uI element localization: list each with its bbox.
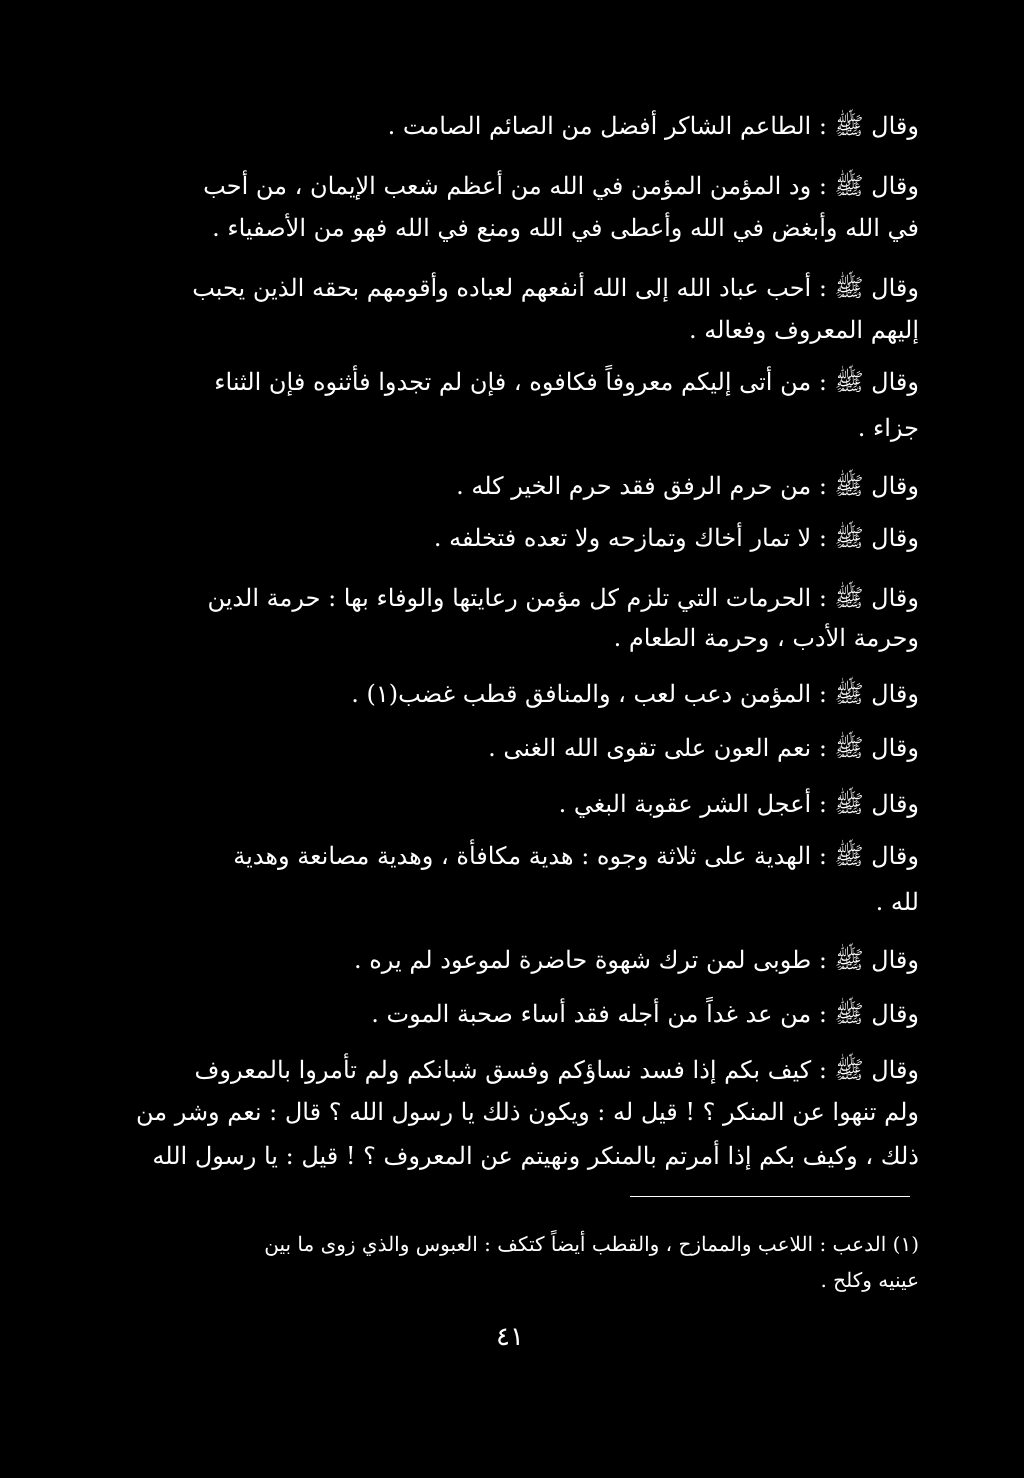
text-line: وقال ﷺ : نعم العون على تقوى الله الغنى . — [488, 734, 919, 762]
footnote-separator — [630, 1196, 910, 1197]
text-line: ولم تنهوا عن المنكر ؟ ! قيل له : ويكون ذلك يا رسول الله ؟ قال : نعم وشر من — [135, 1098, 919, 1126]
text-line: وقال ﷺ : لا تمار أخاك وتمازحه ولا تعده فتخلفه . — [433, 524, 919, 552]
text-line: وقال ﷺ : كيف بكم إذا فسد نساؤكم وفسق شبانكم ولم تأمروا بالمعروف — [194, 1056, 919, 1084]
footnote-line: (١) الدعب : اللاعب والممازح ، والقطب أيضاً كتكف : العبوس والذي زوى ما بين — [264, 1232, 919, 1256]
text-line: جزاء . — [857, 414, 919, 442]
text-line: وقال ﷺ : طوبى لمن ترك شهوة حاضرة لموعود لم يره . — [353, 946, 919, 974]
text-line: وحرمة الأدب ، وحرمة الطعام . — [613, 624, 919, 652]
text-line: وقال ﷺ : الطاعم الشاكر أفضل من الصائم الصامت . — [387, 112, 919, 140]
text-line: في الله وأبغض في الله وأعطى في الله ومنع في الله فهو من الأصفياء . — [212, 214, 919, 242]
text-line: وقال ﷺ : الهدية على ثلاثة وجوه : هدية مكافأة ، وهدية مصانعة وهدية — [233, 842, 919, 870]
text-line: وقال ﷺ : أحب عباد الله إلى الله أنفعهم لعباده وأقومهم بحقه الذين يحبب — [192, 274, 919, 302]
text-line: وقال ﷺ : المؤمن دعب لعب ، والمنافق قطب غضب(١) . — [351, 680, 919, 708]
text-line: وقال ﷺ : من حرم الرفق فقد حرم الخير كله . — [456, 472, 919, 500]
text-line: لله . — [875, 888, 919, 916]
text-line: وقال ﷺ : ود المؤمن المؤمن في الله من أعظم شعب الإيمان ، من أحب — [203, 172, 919, 200]
text-line: وقال ﷺ : من عد غداً من أجله فقد أساء صحبة الموت . — [371, 1000, 919, 1028]
footnote-line: عينيه وكلح . — [820, 1268, 919, 1292]
text-line: وقال ﷺ : أعجل الشر عقوبة البغي . — [558, 790, 919, 818]
text-line: ذلك ، وكيف بكم إذا أمرتم بالمنكر ونهيتم عن المعروف ؟ ! قيل : يا رسول الله — [152, 1142, 919, 1170]
text-line: وقال ﷺ : من أتى إليكم معروفاً فكافوه ، فإن لم تجدوا فأثنوه فإن الثناء — [214, 368, 919, 396]
text-line: إليهم المعروف وفعاله . — [688, 316, 919, 344]
text-line: وقال ﷺ : الحرمات التي تلزم كل مؤمن رعايتها والوفاء بها : حرمة الدين — [207, 584, 919, 612]
page-number: ٤١ — [496, 1322, 524, 1352]
